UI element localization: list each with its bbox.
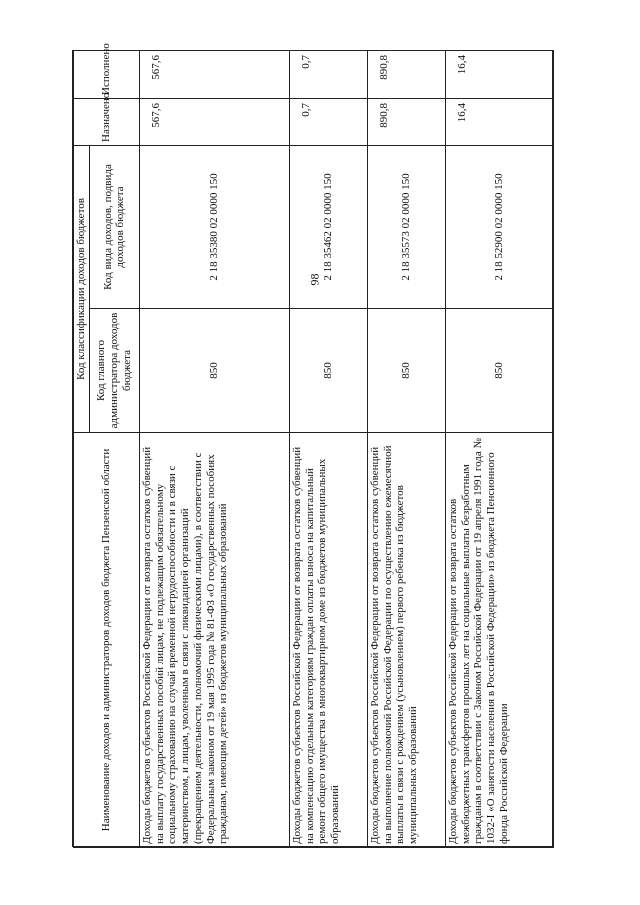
row-income-code: 2 18 35573 02 0000 150	[367, 146, 445, 309]
row-executed: 567,6	[139, 51, 289, 99]
row-admin-code: 850	[367, 309, 445, 433]
header-name: Наименование доходов и администраторов доходов бюджета Пензенской области	[74, 433, 140, 848]
table-row	[367, 51, 445, 848]
budget-table-frame	[72, 43, 553, 847]
table-row	[289, 51, 367, 848]
row-admin-code: 850	[139, 309, 289, 433]
header-assigned: Назначено	[74, 99, 140, 146]
header-executed: Исполнено	[74, 51, 140, 99]
row-name: Доходы бюджетов субъектов Российской Федерации от возврата остатков субвенций на выплату государственных пособий лицам, не подлежащим обязательному социальному страхованию на случай временной нетрудоспособности и в связи с материнством, и лицам, уволенным в связи с ликвидацией организаций (прекращением деятельности, полномочий физическими лицами), в соответствии с Федеральным законом от 19 мая 1995 года № 81-ФЗ «О государственных пособиях гражданам, имеющим детей» из бюджетов муниципальных образований	[139, 433, 289, 848]
header-income-code: Код вида доходов, подвида доходов бюджета	[89, 146, 139, 309]
rotated-table-container	[73, 43, 554, 848]
header-admin-code: Код главного администратора доходов бюджета	[89, 309, 139, 433]
row-name: Доходы бюджетов субъектов Российской Федерации от возврата остатков субвенций на компенсацию отдельным категориям граждан оплаты взноса на капитальный ремонт общего имущества в многоквартирном доме из бюджетов муниципальных образований	[289, 433, 367, 848]
row-assigned: 16,4	[445, 99, 553, 146]
row-assigned: 567,6	[139, 99, 289, 146]
row-executed: 890,8	[367, 51, 445, 99]
row-income-code: 2 18 52900 02 0000 150	[445, 146, 553, 309]
row-assigned: 890,8	[367, 99, 445, 146]
table-row	[139, 51, 289, 848]
row-income-code: 2 18 35380 02 0000 150	[139, 146, 289, 309]
row-executed: 0,7	[289, 51, 367, 99]
table-row	[445, 51, 553, 848]
page-number: 98	[307, 273, 322, 286]
row-admin-code: 850	[289, 309, 367, 433]
row-income-code: 2 18 35462 02 0000 150	[289, 146, 367, 309]
budget-income-table	[73, 43, 554, 848]
row-name: Доходы бюджетов субъектов Российской Федерации от возврата остатков межбюджетных трансфертов прошлых лет на социальные выплаты безработным гражданам в соответствии с Законом Российской Федерации от 19 апреля 1991 года № 1032-I «О занятости населения в Российской Федерации» из бюджета Пенсионного фонда Российской Федерации	[445, 433, 553, 848]
row-admin-code: 850	[445, 309, 553, 433]
row-executed: 16,4	[445, 51, 553, 99]
row-name: Доходы бюджетов субъектов Российской Федерации от возврата остатков субвенций на выполнение полномочий Российской Федерации по осуществлению ежемесячной выплаты в связи с рождением (усыновлением) первого ребенка из бюджетов муниципальных образований	[367, 433, 445, 848]
header-classification: Код классификации доходов бюджетов	[74, 146, 90, 433]
row-assigned: 0,7	[289, 99, 367, 146]
